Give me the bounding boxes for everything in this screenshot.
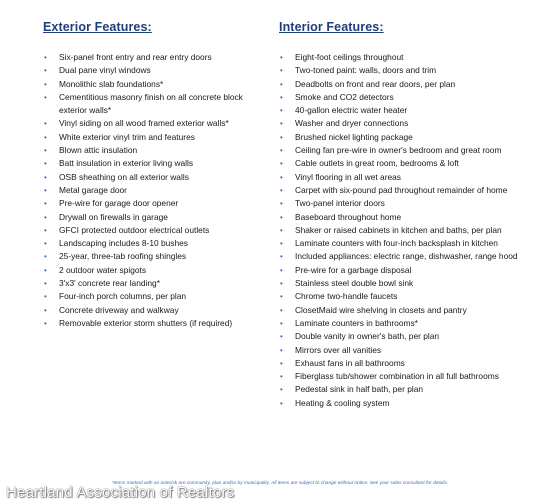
- bullet-icon: •: [44, 318, 47, 328]
- exterior-features-heading: Exterior Features:: [43, 20, 152, 34]
- feature-list-item: [43, 277, 265, 290]
- feature-list-item: [279, 171, 539, 184]
- feature-list-item: [43, 78, 265, 91]
- bullet-icon: •: [280, 185, 283, 195]
- bullet-icon: •: [44, 66, 47, 76]
- feature-list-item: [279, 224, 539, 237]
- bullet-icon: •: [280, 212, 283, 222]
- feature-text: Ceiling fan pre-wire in owner's bedroom and great room: [295, 145, 502, 156]
- feature-text: Vinyl siding on all wood framed exterior walls*: [59, 118, 229, 129]
- exterior-features-list: [43, 51, 265, 330]
- bullet-icon: •: [280, 119, 283, 129]
- exterior-features-section: [43, 20, 265, 330]
- feature-list-item: [279, 211, 539, 224]
- bullet-icon: •: [44, 292, 47, 302]
- feature-text: 2 outdoor water spigots: [59, 264, 147, 275]
- feature-list-item: [43, 51, 265, 64]
- feature-text: OSB sheathing on all exterior walls: [59, 171, 189, 182]
- bullet-icon: •: [44, 199, 47, 209]
- bullet-icon: •: [280, 372, 283, 382]
- feature-list-item: [43, 304, 265, 317]
- interior-features-list: [279, 51, 539, 410]
- bullet-icon: •: [44, 212, 47, 222]
- feature-list-item: [43, 317, 265, 330]
- bullet-icon: •: [44, 305, 47, 315]
- feature-list-item: [279, 344, 539, 357]
- feature-list-item: [43, 184, 265, 197]
- bullet-icon: •: [280, 79, 283, 89]
- feature-list-item: [279, 64, 539, 77]
- bullet-icon: •: [280, 358, 283, 368]
- bullet-icon: •: [280, 292, 283, 302]
- feature-list-item: [279, 290, 539, 303]
- bullet-icon: •: [280, 199, 283, 209]
- bullet-icon: •: [280, 172, 283, 182]
- feature-text: GFCI protected outdoor electrical outlets: [59, 224, 210, 235]
- feature-list-item: [279, 317, 539, 330]
- feature-list-item: [279, 357, 539, 370]
- feature-list-item: [279, 78, 539, 91]
- feature-list-item: [279, 250, 539, 263]
- feature-text: Six-panel front entry and rear entry doors: [59, 52, 212, 62]
- feature-list-item: [43, 224, 265, 237]
- feature-text: Two-toned paint: walls, doors and trim: [295, 65, 437, 76]
- bullet-icon: •: [280, 92, 283, 102]
- feature-text: Shaker or raised cabinets in kitchen and baths, per plan: [295, 224, 502, 235]
- feature-text: Smoke and CO2 detectors: [295, 91, 394, 102]
- bullet-icon: •: [44, 252, 47, 262]
- feature-text: Mirrors over all vanities: [295, 344, 382, 355]
- bullet-icon: •: [44, 185, 47, 195]
- interior-features-section: [279, 20, 539, 410]
- feature-list-item: [279, 370, 539, 383]
- feature-text: Stainless steel double bowl sink: [295, 278, 414, 289]
- feature-text: Pre-wire for garage door opener: [59, 198, 179, 209]
- feature-text: Laminate counters in bathrooms*: [295, 317, 418, 328]
- bullet-icon: •: [280, 132, 283, 142]
- bullet-icon: •: [44, 119, 47, 129]
- feature-list-item: [43, 64, 265, 77]
- asterisk-footnote: *Items marked with an asterisk are community, plan and/or by municipality. All items are subject to change without notice. See your sales consultant for details.: [111, 481, 449, 486]
- feature-text: Pedestal sink in half bath, per plan: [295, 384, 424, 395]
- feature-text: Deadbolts on front and rear doors, per plan: [295, 78, 456, 89]
- feature-list-item: [43, 157, 265, 170]
- feature-text: Cable outlets in great room, bedrooms & loft: [295, 158, 459, 169]
- feature-text: Drywall on firewalls in garage: [59, 211, 168, 222]
- feature-text: Batt insulation in exterior living walls: [59, 158, 194, 169]
- feature-text: Heating & cooling system: [295, 397, 390, 408]
- feature-list-item: [43, 250, 265, 263]
- feature-text: Brushed nickel lighting package: [295, 131, 413, 142]
- feature-list-item: [279, 117, 539, 130]
- feature-list-item: [43, 117, 265, 130]
- bullet-icon: •: [280, 345, 283, 355]
- bullet-icon: •: [280, 106, 283, 116]
- feature-text: White exterior vinyl trim and features: [59, 131, 195, 142]
- bullet-icon: •: [44, 159, 47, 169]
- feature-text: 25-year, three-tab roofing shingles: [59, 251, 187, 262]
- feature-list-item: [43, 264, 265, 277]
- bullet-icon: •: [280, 252, 283, 262]
- feature-list-item: [43, 197, 265, 210]
- bullet-icon: •: [280, 53, 283, 62]
- feature-list-item: [43, 131, 265, 144]
- feature-list-item: [279, 397, 539, 410]
- bullet-icon: •: [280, 66, 283, 76]
- feature-list-item: [279, 144, 539, 157]
- feature-text: Washer and dryer connections: [295, 118, 409, 129]
- feature-list-item: [279, 264, 539, 277]
- bullet-icon: •: [280, 385, 283, 395]
- feature-text: Carpet with six-pound pad throughout remainder of home: [295, 184, 508, 195]
- bullet-icon: •: [44, 265, 47, 275]
- feature-list-item: [43, 91, 265, 118]
- feature-text: Blown attic insulation: [59, 145, 138, 156]
- bullet-icon: •: [44, 79, 47, 89]
- feature-text: Two-panel interior doors: [295, 198, 385, 209]
- feature-text: Removable exterior storm shutters (if required): [59, 317, 233, 328]
- feature-list-item: [279, 197, 539, 210]
- feature-text: 40-gallon electric water heater: [295, 105, 408, 116]
- feature-text: Chrome two-handle faucets: [295, 291, 398, 302]
- bullet-icon: •: [44, 53, 47, 62]
- feature-text: 3'x3' concrete rear landing*: [59, 278, 160, 289]
- interior-features-heading: Interior Features:: [279, 20, 384, 34]
- bullet-icon: •: [280, 146, 283, 156]
- bullet-icon: •: [280, 159, 283, 169]
- feature-text: Baseboard throughout home: [295, 211, 402, 222]
- bullet-icon: •: [280, 239, 283, 249]
- bullet-icon: •: [280, 318, 283, 328]
- feature-list-item: [43, 144, 265, 157]
- feature-list-item: [43, 237, 265, 250]
- feature-text: Fiberglass tub/shower combination in all full bathrooms: [295, 371, 499, 382]
- watermark: Heartland Association of Realtors: [6, 484, 235, 501]
- feature-list-item: [279, 330, 539, 343]
- feature-text: Landscaping includes 8-10 bushes: [59, 238, 188, 249]
- feature-list-item: [43, 211, 265, 224]
- bullet-icon: •: [44, 225, 47, 235]
- feature-text: Included appliances: electric range, dishwasher, range hood: [295, 251, 518, 262]
- feature-text: Dual pane vinyl windows: [59, 65, 151, 76]
- bullet-icon: •: [280, 279, 283, 289]
- feature-list-item: [43, 290, 265, 303]
- feature-text: Monolithic slab foundations*: [59, 78, 164, 89]
- feature-list-item: [279, 184, 539, 197]
- feature-text: Eight-foot ceilings throughout: [295, 52, 404, 62]
- bullet-icon: •: [44, 132, 47, 142]
- feature-text: Pre-wire for a garbage disposal: [295, 264, 412, 275]
- feature-text: Concrete driveway and walkway: [59, 304, 179, 315]
- feature-list-item: [279, 383, 539, 396]
- feature-text: Vinyl flooring in all wet areas: [295, 171, 401, 182]
- bullet-icon: •: [44, 239, 47, 249]
- feature-list-item: [279, 304, 539, 317]
- bullet-icon: •: [44, 279, 47, 289]
- bullet-icon: •: [44, 92, 47, 102]
- feature-list-item: [279, 51, 539, 64]
- feature-list-item: [279, 104, 539, 117]
- feature-text: Cementitious masonry finish on all concrete block exterior walls*: [59, 91, 243, 116]
- bullet-icon: •: [280, 225, 283, 235]
- feature-text: Exhaust fans in all bathrooms: [295, 357, 405, 368]
- bullet-icon: •: [44, 172, 47, 182]
- feature-text: Laminate counters with four-inch backsplash in kitchen: [295, 238, 498, 249]
- feature-list-item: [279, 91, 539, 104]
- feature-list-item: [43, 171, 265, 184]
- bullet-icon: •: [280, 305, 283, 315]
- bullet-icon: •: [280, 332, 283, 342]
- feature-text: Double vanity in owner's bath, per plan: [295, 331, 440, 342]
- feature-text: Four-inch porch columns, per plan: [59, 291, 187, 302]
- feature-text: ClosetMaid wire shelving in closets and pantry: [295, 304, 467, 315]
- feature-list-item: [279, 277, 539, 290]
- feature-text: Metal garage door: [59, 184, 127, 195]
- bullet-icon: •: [280, 398, 283, 408]
- feature-list-item: [279, 237, 539, 250]
- feature-list-item: [279, 131, 539, 144]
- bullet-icon: •: [280, 265, 283, 275]
- bullet-icon: •: [44, 146, 47, 156]
- feature-list-item: [279, 157, 539, 170]
